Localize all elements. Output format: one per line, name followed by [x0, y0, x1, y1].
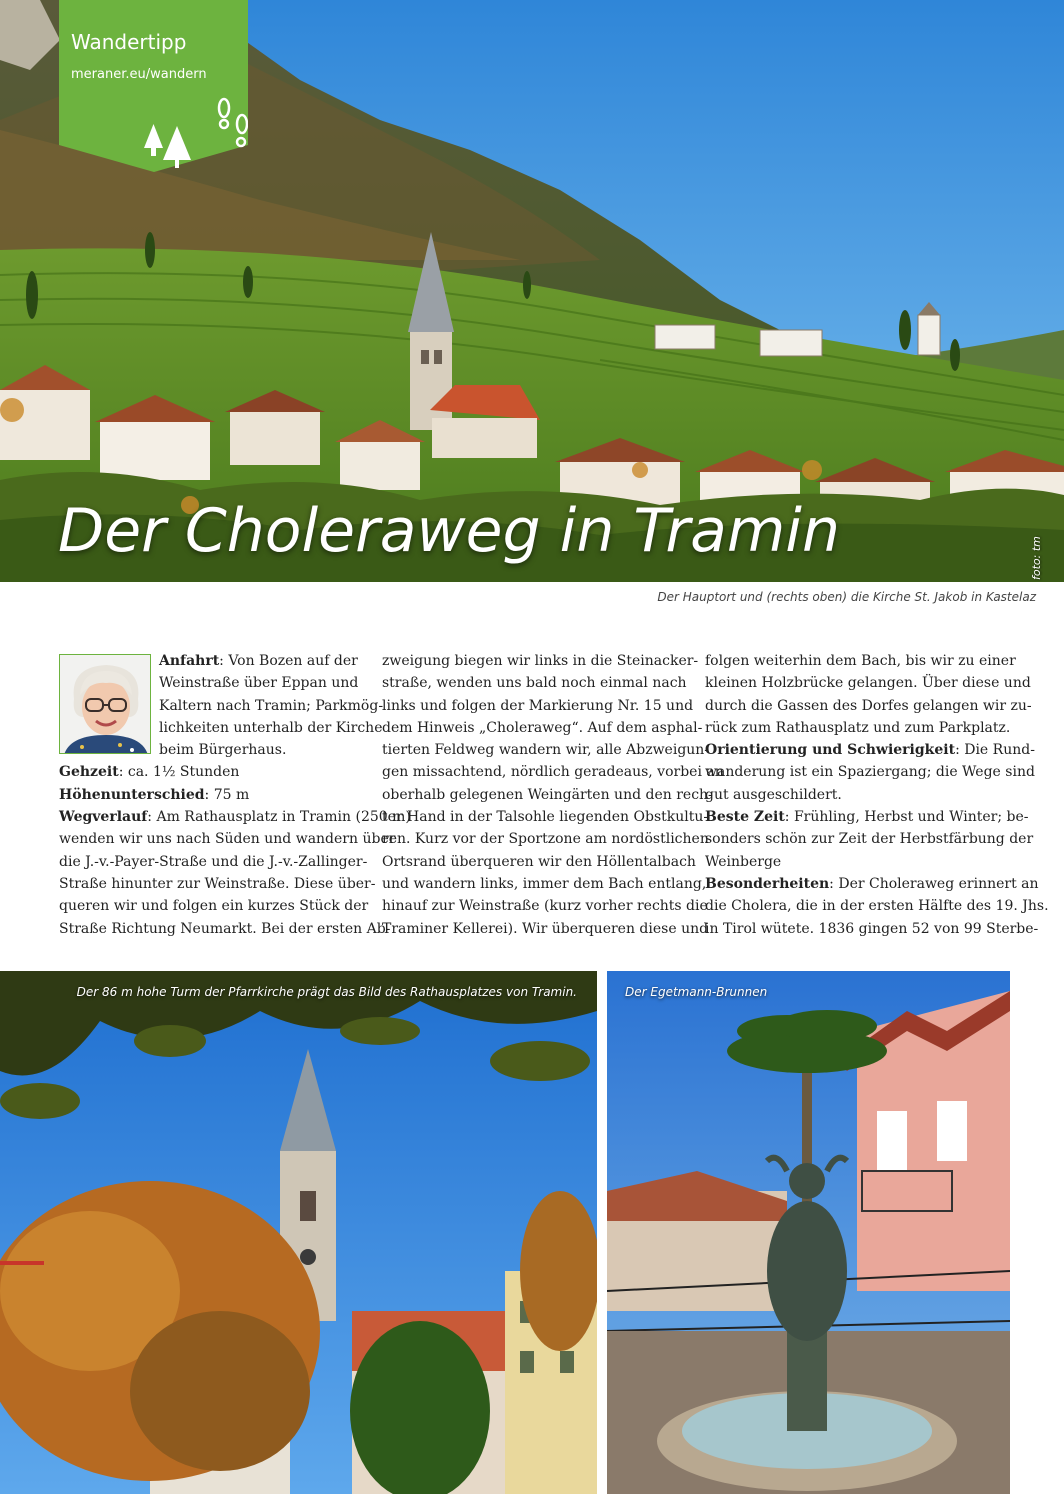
- text-line: tierten Feldweg wandern wir, alle Abzweigun-: [382, 742, 710, 759]
- gehzeit-label: Gehzeit: [59, 764, 119, 781]
- text-line: sonders schön zur Zeit der Herbstfärbung der: [705, 831, 1034, 848]
- hoehe-text: : 75 m: [204, 786, 250, 803]
- anfahrt-line: Weinstraße über Eppan und: [159, 675, 359, 692]
- anfahrt-label: Anfahrt: [159, 653, 220, 669]
- orientierung-text: : Die Rund-: [955, 742, 1035, 759]
- anfahrt-line: : Von Bozen auf der: [219, 653, 358, 669]
- beste-zeit-text: : Frühling, Herbst und Winter; be-: [784, 809, 1029, 826]
- text-line: straße, wenden uns bald noch einmal nach: [382, 675, 687, 692]
- badge-title: Wandertipp: [71, 30, 187, 54]
- text-line: ren. Kurz vor der Sportzone am nordöstlichen: [382, 831, 709, 848]
- text-line: in Tirol wütete. 1836 gingen 52 von 99 Sterbe-: [705, 920, 1039, 937]
- besonderheiten-label: Besonderheiten: [705, 875, 830, 892]
- anfahrt-line: beim Bürgerhaus.: [159, 742, 287, 759]
- church-illustration: [0, 971, 597, 1494]
- text-line: zweigung biegen wir links in die Steinacker-: [382, 653, 699, 669]
- church-photo-caption: Der 86 m hohe Turm der Pfarrkirche prägt das Bild des Rathausplatzes von Tramin.: [76, 985, 577, 999]
- fountain-illustration: [607, 971, 1010, 1494]
- article-column-1: [59, 650, 411, 940]
- text-line: dem Hinweis „Choleraweg“. Auf dem asphal-: [382, 719, 703, 736]
- photo-credit: foto: tm: [1030, 536, 1043, 580]
- gehzeit-text: : ca. 1½ Stunden: [118, 764, 240, 781]
- text-line: Traminer Kellerei). Wir überqueren diese und: [382, 920, 709, 937]
- text-line: durch die Gassen des Dorfes gelangen wir zu-: [705, 697, 1032, 714]
- text-line: links und folgen der Markierung Nr. 15 und: [382, 697, 694, 714]
- badge-background: [59, 0, 248, 172]
- text-line: die Cholera, die in der ersten Hälfte des 19. Jhs.: [705, 898, 1049, 915]
- text-line: wanderung ist ein Spaziergang; die Wege sind: [705, 764, 1035, 781]
- wegverlauf-line: Straße hinunter zur Weinstraße. Diese über-: [59, 875, 376, 892]
- orientierung-label: Orientierung und Schwierigkeit: [705, 742, 956, 759]
- text-line: rück zum Rathausplatz und zum Parkplatz.: [705, 719, 1011, 736]
- hero-caption: Der Hauptort und (rechts oben) die Kirche St. Jakob in Kastelaz: [657, 590, 1036, 604]
- beste-zeit-label: Beste Zeit: [705, 809, 785, 826]
- text-line: folgen weiterhin dem Bach, bis wir zu einer: [705, 653, 1016, 669]
- fountain-photo-caption: Der Egetmann-Brunnen: [625, 985, 768, 999]
- text-line: hinauf zur Weinstraße (kurz vorher rechts die: [382, 898, 708, 915]
- besonderheiten-text: : Der Choleraweg erinnert an: [829, 875, 1039, 892]
- text-line: Weinberge: [705, 853, 782, 870]
- anfahrt-line: lichkeiten unterhalb der Kirche: [159, 719, 383, 736]
- fountain-photo: [607, 971, 1010, 1494]
- wegverlauf-label: Wegverlauf: [59, 809, 148, 826]
- wegverlauf-line: queren wir und folgen ein kurzes Stück der: [59, 898, 369, 915]
- article-title: Der Choleraweg in Tramin: [58, 496, 840, 566]
- text-line: oberhalb gelegenen Weingärten und den rech-: [382, 786, 713, 803]
- church-photo: [0, 971, 597, 1494]
- wegverlauf-line: die J.-v.-Payer-Straße und die J.-v.-Zallinger-: [59, 853, 368, 870]
- wegverlauf-line: wenden wir uns nach Süden und wandern über: [59, 831, 396, 848]
- text-line: gen missachtend, nördlich geradeaus, vorbei an: [382, 764, 724, 781]
- wegverlauf-text: : Am Rathausplatz in Tramin (250 m): [147, 809, 411, 826]
- badge-url[interactable]: meraner.eu/wandern: [71, 67, 207, 82]
- text-line: gut ausgeschildert.: [705, 786, 842, 803]
- article-column-2: [382, 650, 724, 940]
- wegverlauf-line: Straße Richtung Neumarkt. Bei der ersten Ab-: [59, 920, 391, 937]
- author-photo: [59, 654, 151, 754]
- anfahrt-line: Kaltern nach Tramin; Parkmög-: [159, 697, 384, 714]
- text-line: Ortsrand überqueren wir den Höllentalbach: [382, 853, 696, 870]
- text-line: ter Hand in der Talsohle liegenden Obstkultu-: [382, 809, 709, 826]
- hoehe-label: Höhenunterschied: [59, 786, 205, 803]
- text-line: kleinen Holzbrücke gelangen. Über diese und: [705, 675, 1031, 692]
- article-column-3: [705, 650, 1049, 940]
- wandertipp-badge: [59, 0, 248, 172]
- text-line: und wandern links, immer dem Bach entlang,: [382, 875, 707, 892]
